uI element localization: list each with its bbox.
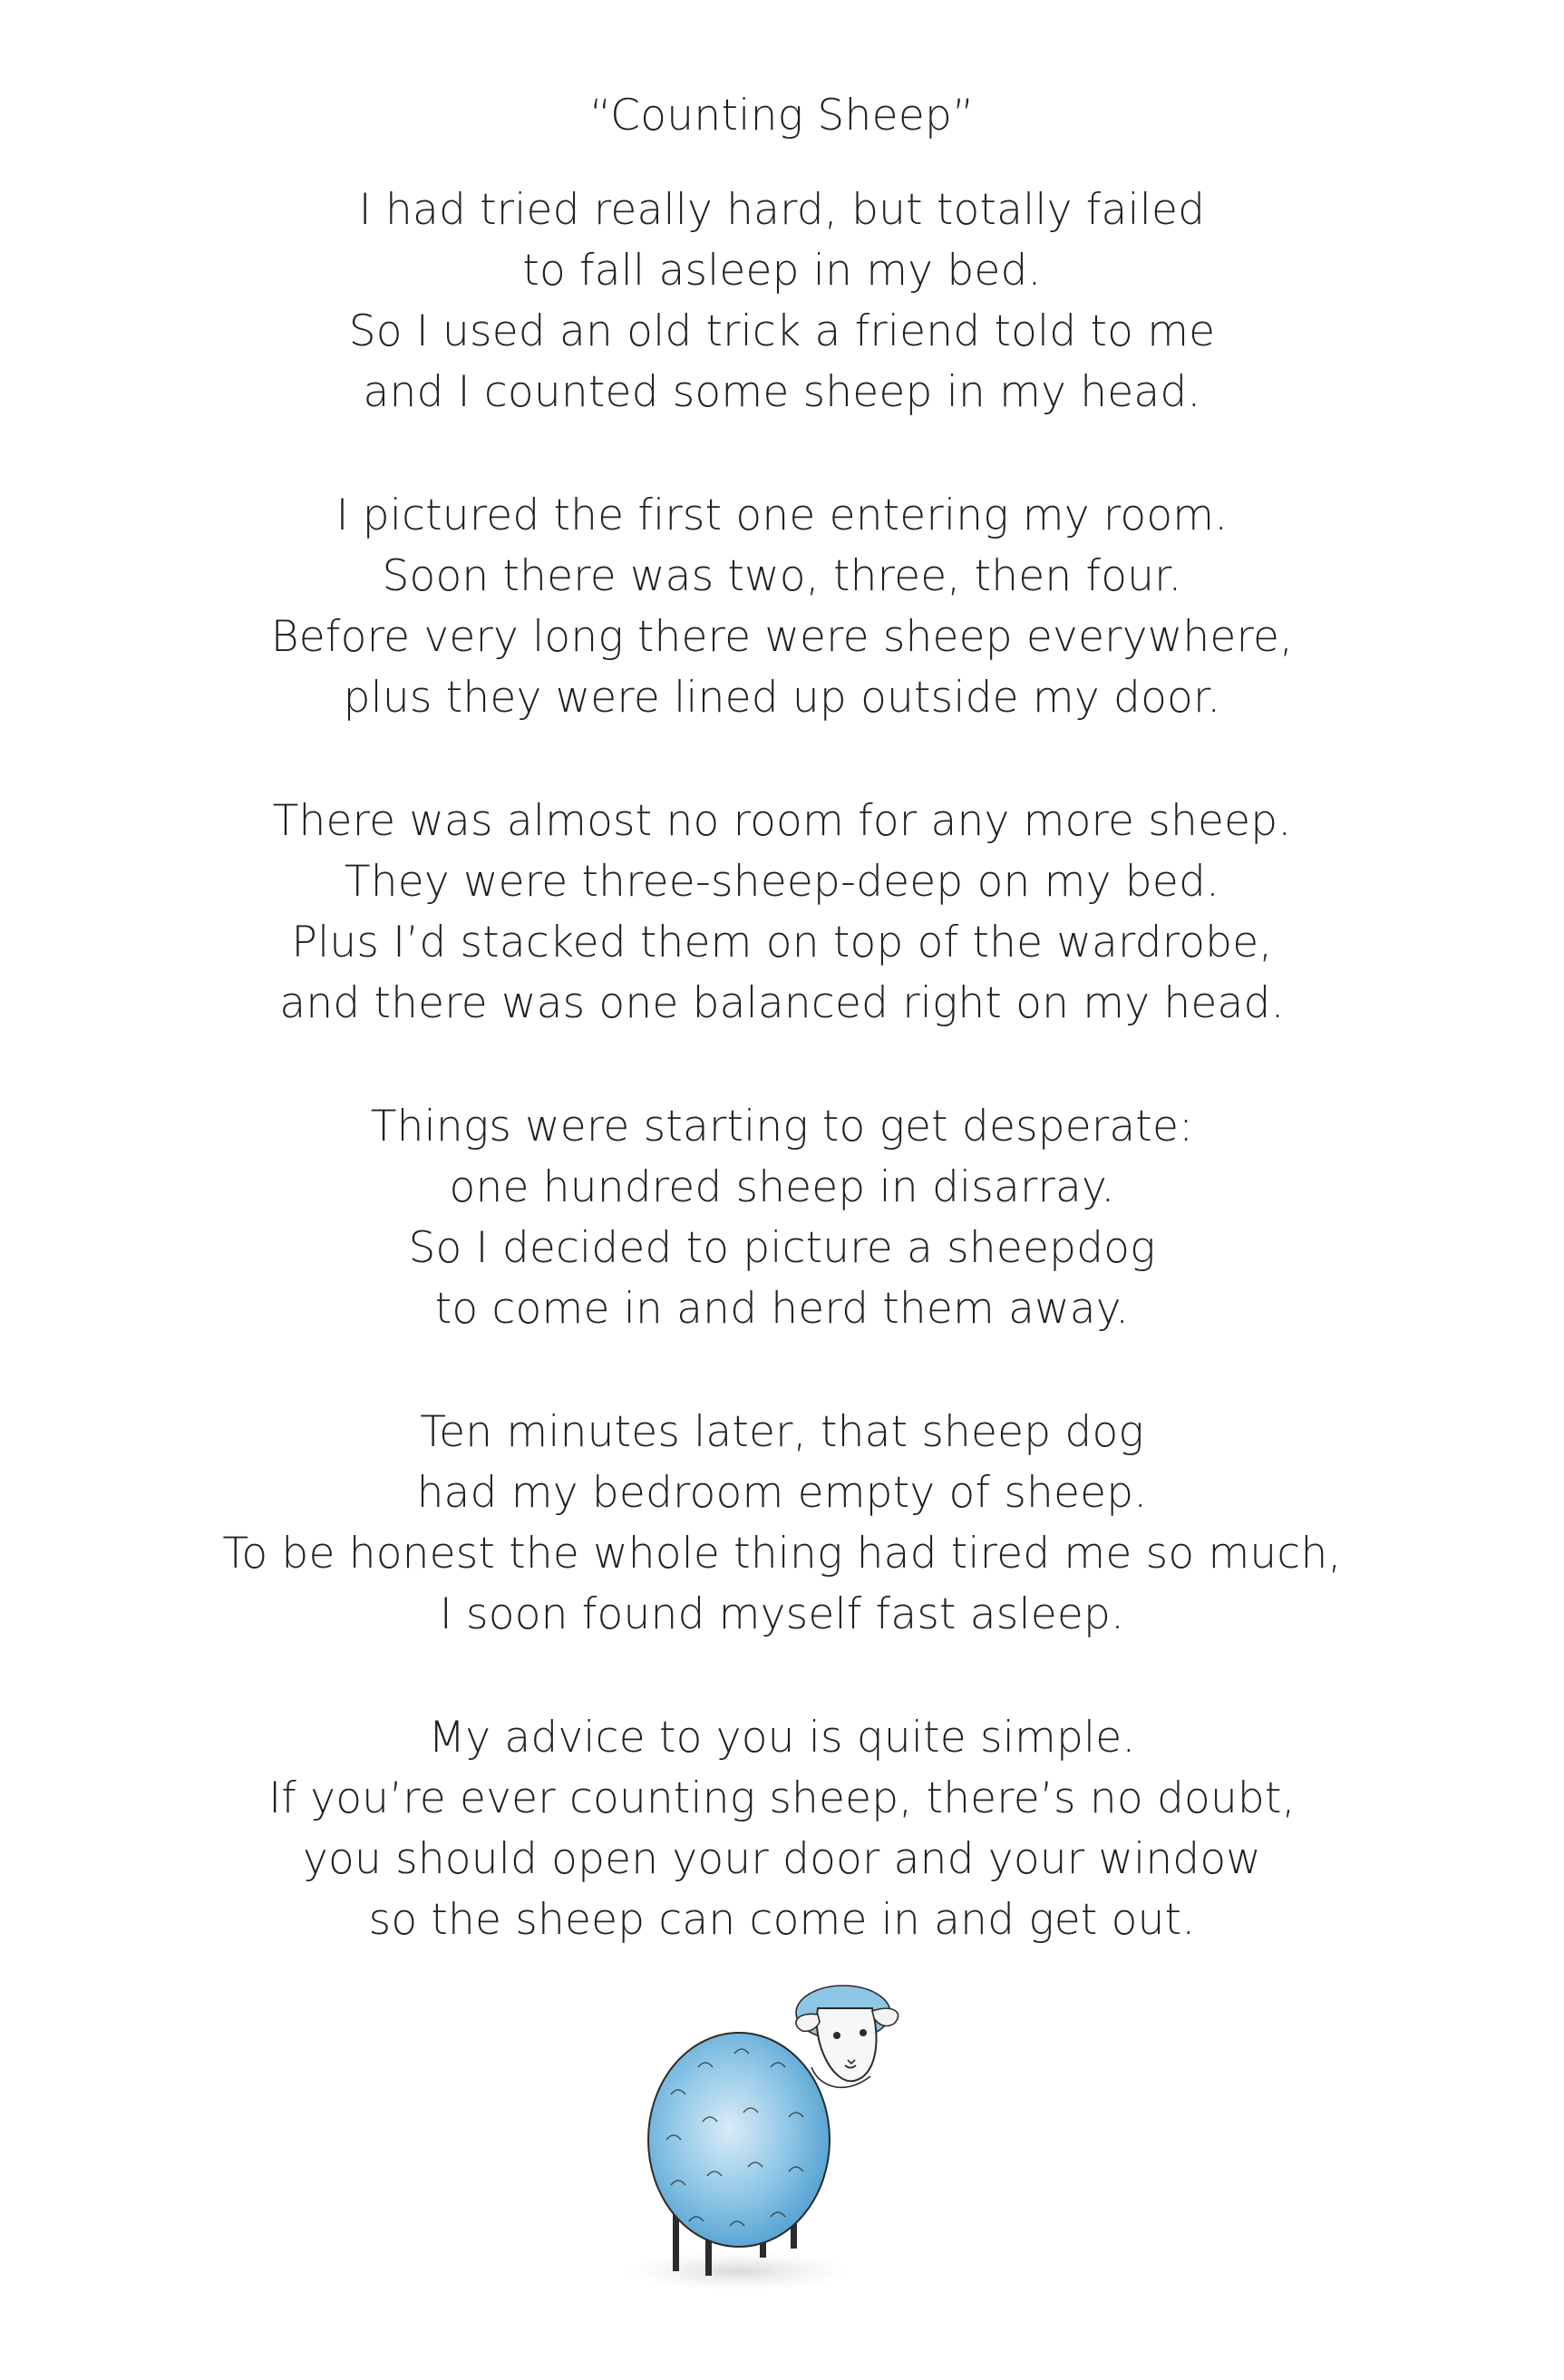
stanza-4 [0,1096,1564,1339]
stanza-2 [0,485,1564,728]
poem-line: So I used an old trick a friend told to me [348,306,1216,356]
poem-line: had my bedroom empty of sheep. [416,1468,1148,1518]
poem-title: “Counting Sheep” [589,91,975,141]
stanza-1 [0,180,1564,423]
poem-line: If you’re ever counting sheep, there’s no doubt, [268,1773,1296,1823]
poem-line: Before very long there were sheep everywhere, [270,612,1294,662]
poem-line: one hundred sheep in disarray. [449,1162,1115,1212]
poem-line: They were three-sheep-deep on my bed. [344,857,1220,907]
poem-line: So I decided to picture a sheepdog [408,1223,1156,1273]
poem-line: Ten minutes later, that sheep dog [420,1407,1144,1457]
poem-line: Plus I’d stacked them on top of the wardrobe, [291,918,1273,967]
poem-line: so the sheep can come in and get out. [368,1895,1196,1945]
poem-line: I had tried really hard, but totally failed [358,185,1206,235]
poem-line: you should open your door and your window [303,1834,1261,1884]
poem-line: To be honest the whole thing had tired me so much, [222,1529,1342,1579]
poem-line: to fall asleep in my bed. [522,246,1042,296]
sheep-icon [617,1958,961,2303]
poem-line: plus they were lined up outside my door. [343,673,1221,723]
poem-line: There was almost no room for any more sheep. [272,796,1292,846]
poem-line: Soon there was two, three, then four. [382,551,1182,601]
poem-line: to come in and herd them away. [434,1284,1130,1334]
poem-line: and I counted some sheep in my head. [363,367,1201,417]
poem-line: My advice to you is quite simple. [428,1713,1136,1763]
poem-line: and there was one balanced right on my head. [279,978,1285,1028]
poem-line: Things were starting to get desperate: [370,1102,1194,1151]
poem-line: I pictured the first one entering my room. [335,491,1229,540]
poem-line: I soon found myself fast asleep. [439,1589,1125,1639]
stanza-5 [0,1402,1564,1645]
sheep-illustration [617,1958,961,2303]
stanza-3 [0,791,1564,1034]
stanza-6 [0,1707,1564,1950]
